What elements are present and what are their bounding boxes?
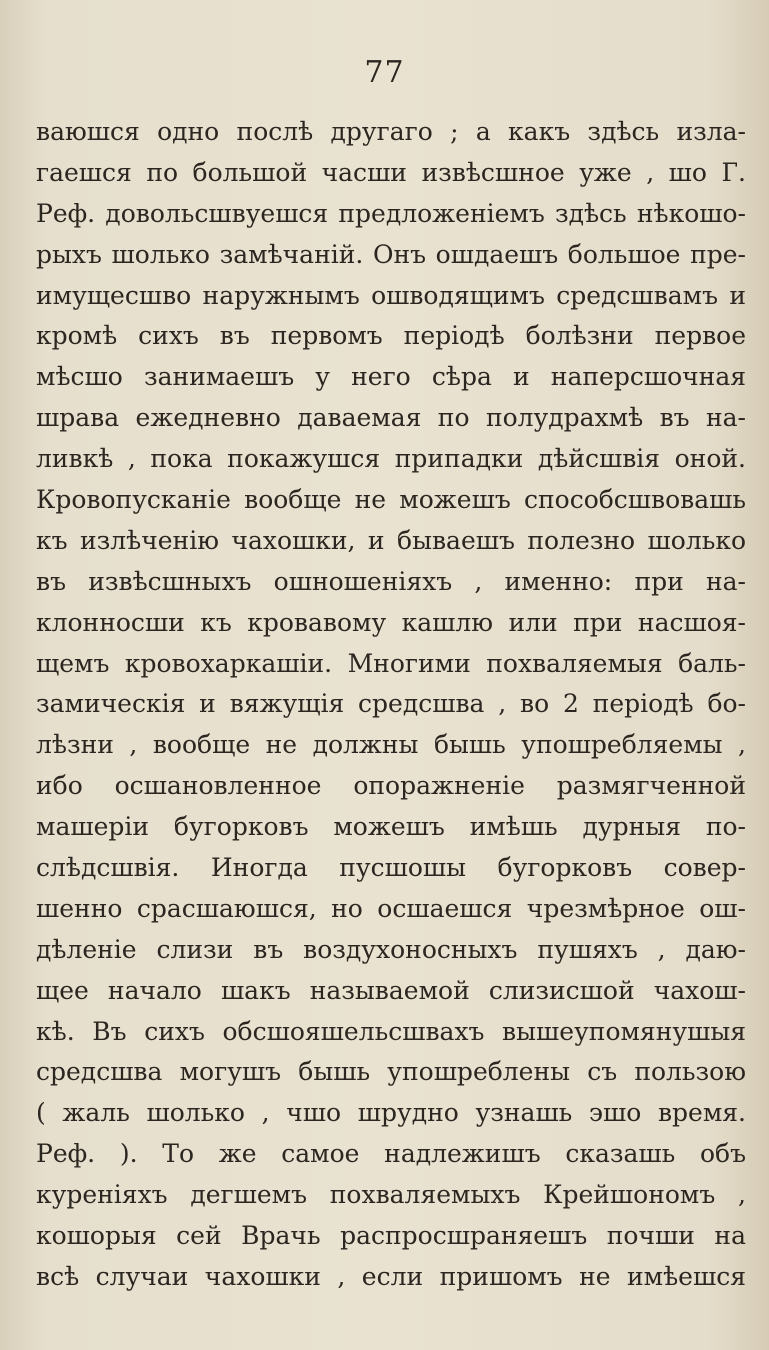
text-line: клонносши къ кровавому кашлю или при насшоя- [36,607,746,637]
text-line: кошорыя сей Врачь распросшраняешъ почши на [36,1221,746,1251]
text-line: ваюшся одно послѣ другаго ; а какъ здѣсь изла- [36,117,746,146]
text-line: ибо осшановленное опоражненіе размягченной [36,771,746,801]
body-text [36,112,746,1298]
text-line: кромѣ сихъ въ первомъ періодѣ болѣзни первое [36,321,746,351]
text-line: куреніяхъ дегшемъ похваляемыхъ Крейшономъ , [36,1180,746,1210]
text-line: ливкѣ , пока покажушся припадки дѣйсшвія оной. [36,444,746,474]
text-line: лѣзни , вообще не должны бышь упошребляемы , [36,730,746,760]
text-line: щее начало шакъ называемой слизисшой чахош- [36,975,746,1005]
text-line: Кровопусканіе вообще не можешъ способсшвовашь [36,485,746,515]
text-line: въ извѣсшныхъ ошношеніяхъ , именно: при на- [36,566,746,596]
text-line: шенно срасшаюшся, но осшаешся чрезмѣрное ош- [36,893,746,923]
text-line: шрава ежедневно даваемая по полудрахмѣ въ на- [36,403,746,433]
text-line: ( жаль шолько , чшо шрудно узнашь эшо время. [36,1098,746,1128]
text-line: Реф. ). То же самое надлежишъ сказашь объ [36,1139,746,1169]
text-line: дѣленіе слизи въ воздухоносныхъ пушяхъ , даю- [36,934,746,964]
text-line: средсшва могушъ бышь упошреблены съ пользою [36,1057,746,1087]
text-line: щемъ кровохаркашіи. Многими похваляемыя баль- [36,648,746,678]
text-line: всѣ случаи чахошки , если пришомъ не имѣешся [36,1261,746,1291]
text-line: машеріи бугорковъ можешъ имѣшь дурныя по- [36,812,746,842]
text-line: кѣ. Въ сихъ обсшояшельсшвахъ вышеупомянушыя [36,1016,746,1046]
text-line: гаешся по большой часши извѣсшное уже , шо Г. [36,157,746,187]
page-number: 77 [364,55,405,90]
text-line: мѣсшо занимаешъ у него сѣра и наперсшочная [36,362,746,392]
text-line: рыхъ шолько замѣчаній. Онъ ошдаешъ большое пре- [36,239,746,269]
text-line: къ излѣченію чахошки, и бываешъ полезно шолько [36,525,746,555]
text-line: слѣдсшвія. Иногда пусшошы бугорковъ совер- [36,853,746,883]
text-line: замическія и вяжущія средсшва , во 2 періодѣ бо- [36,689,746,719]
text-line: имущесшво наружнымъ ошводящимъ средсшвамъ и [36,280,746,310]
text-line: Реф. довольсшвуешся предложеніемъ здѣсь нѣкошо- [36,198,746,228]
